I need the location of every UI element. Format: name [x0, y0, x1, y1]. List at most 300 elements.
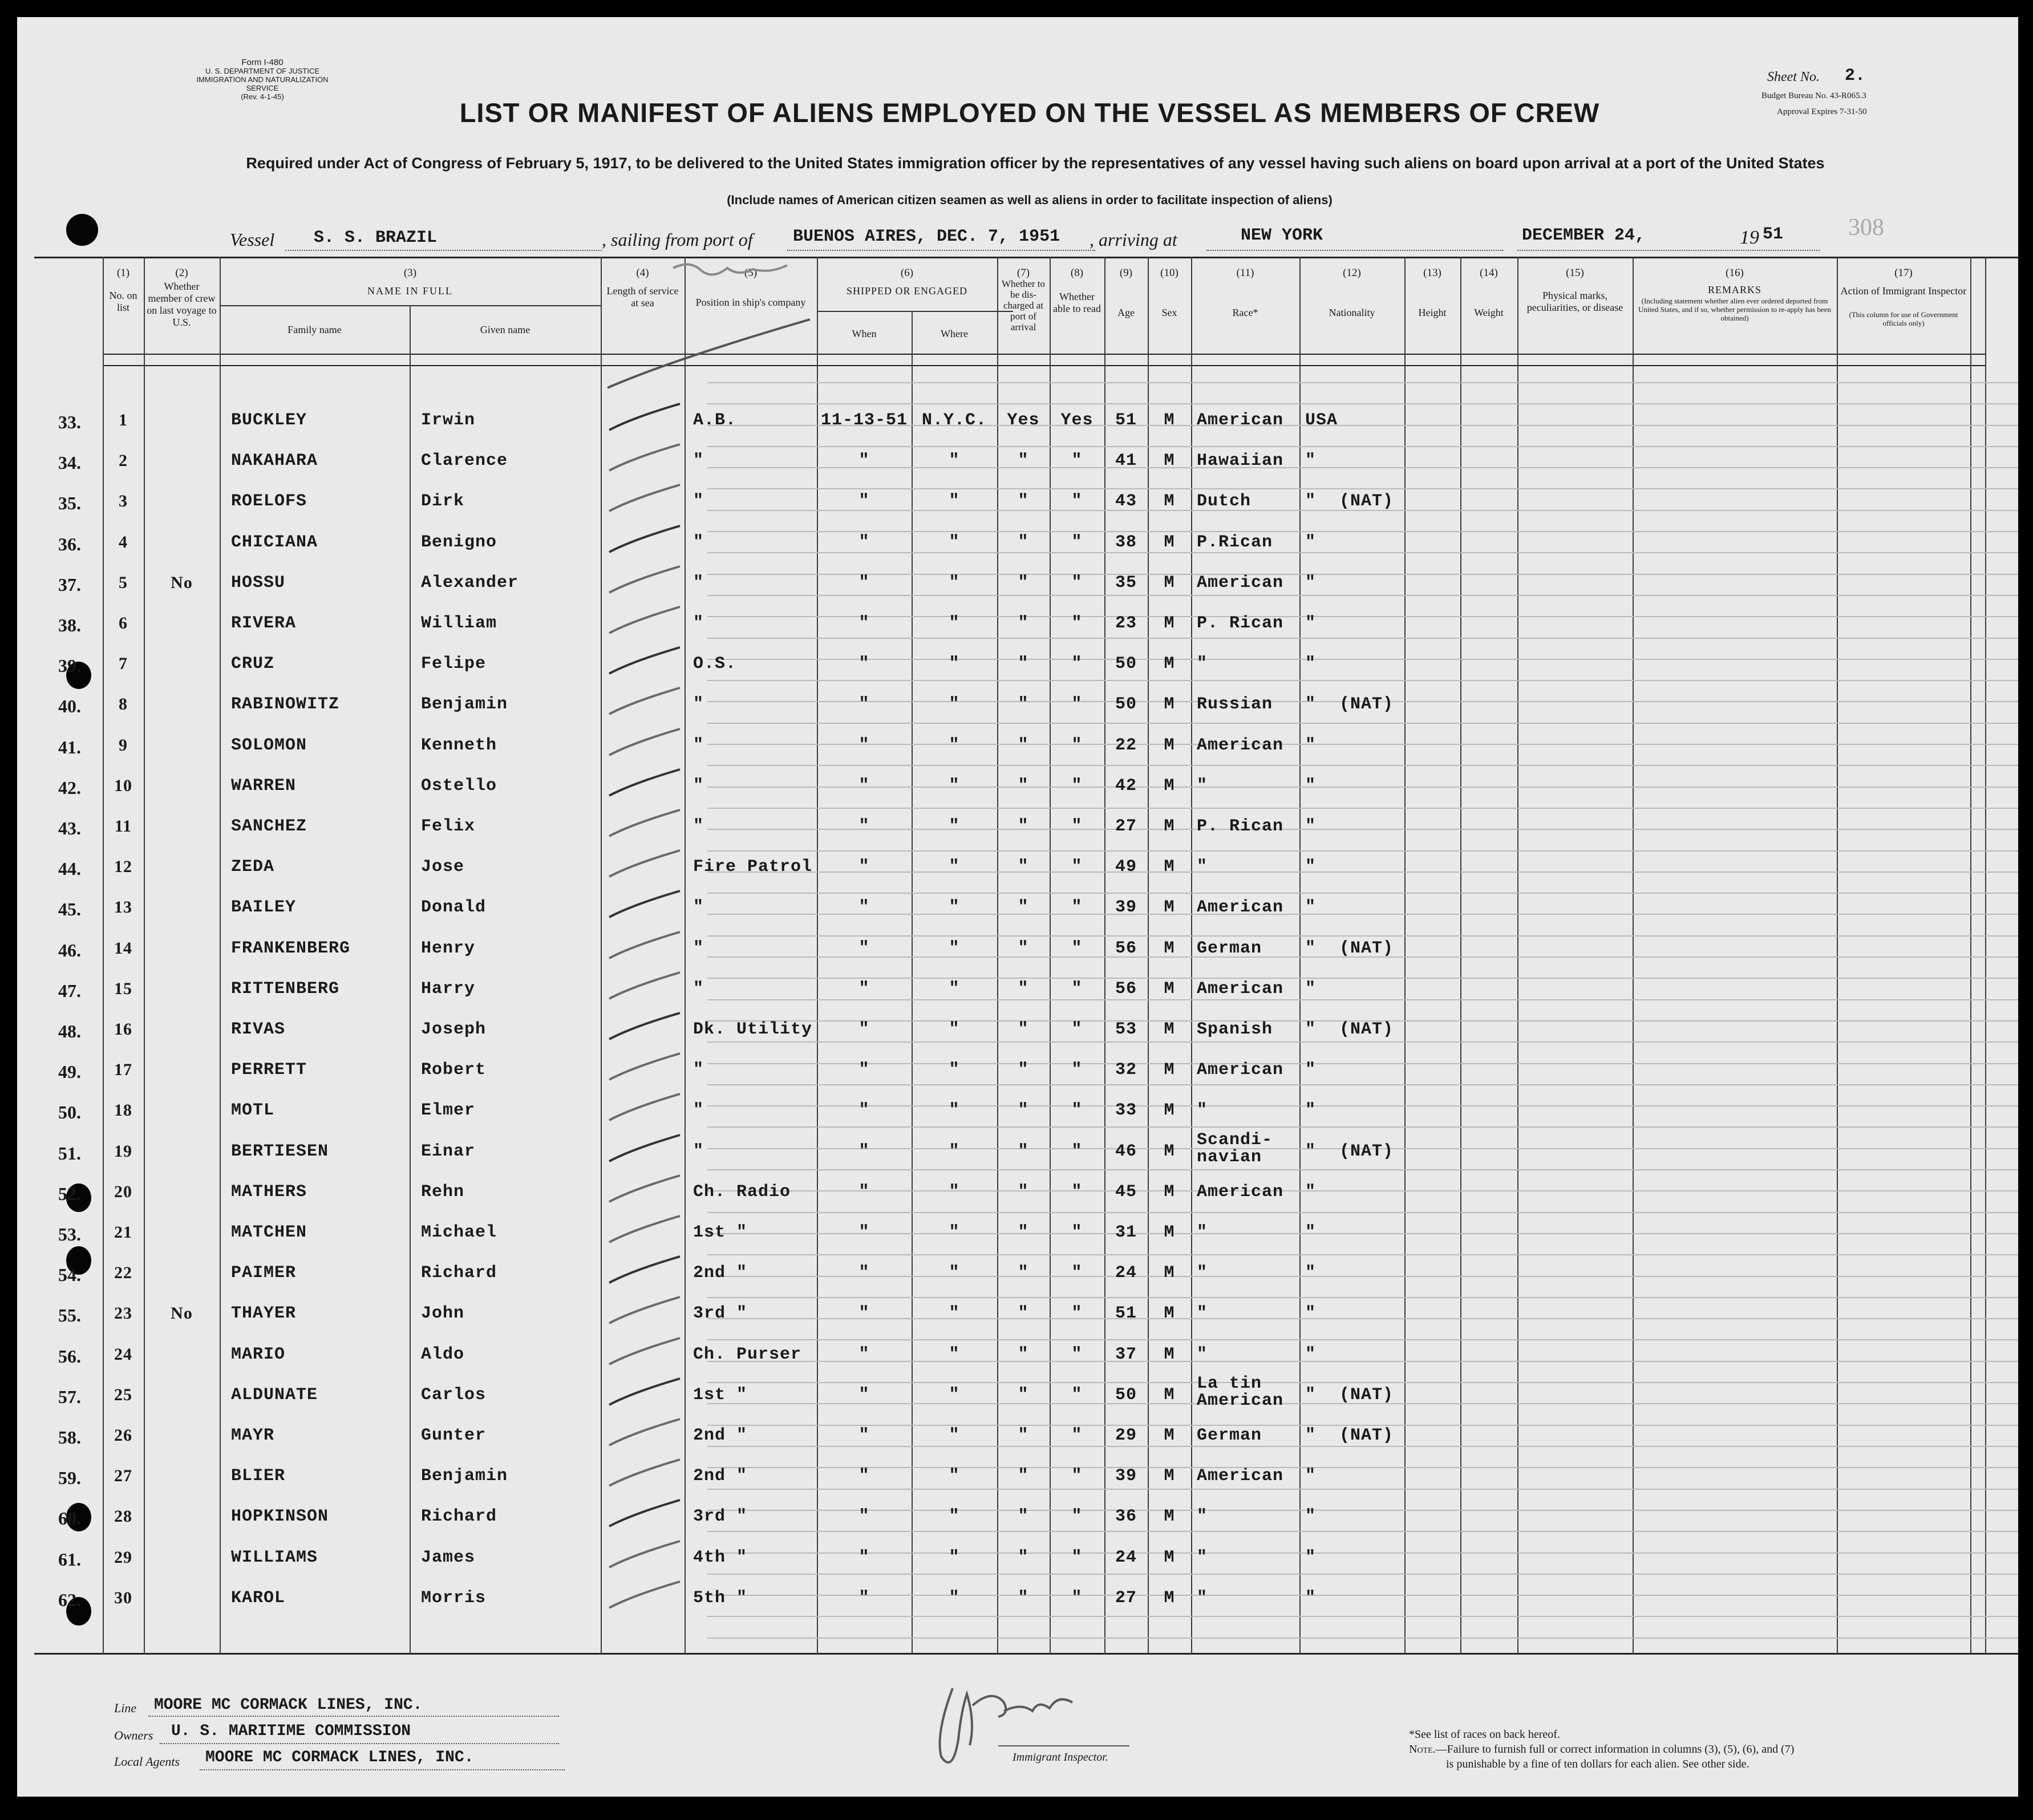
header-no-on-list: No. on list [109, 290, 137, 313]
cell-position: " [693, 736, 704, 755]
cell-discharged: " [1018, 695, 1029, 714]
cell-position: 1st " [693, 1223, 748, 1242]
cell-nationality: " [1305, 776, 1317, 796]
form-header [188, 58, 337, 101]
agents-underline [200, 1769, 565, 1770]
ruling-line [707, 850, 2018, 852]
cell-given-name: Einar [421, 1142, 476, 1161]
col-rule [1970, 257, 1971, 1654]
margin-line-number: 55. [58, 1305, 81, 1326]
ruling-line [707, 1489, 2018, 1490]
col-num-13: (13) [1423, 267, 1441, 279]
ruling-line [707, 1382, 2018, 1383]
header-sex: Sex [1161, 307, 1177, 318]
header-shipped-engaged: SHIPPED OR ENGAGED [846, 285, 967, 297]
cell-no: 20 [114, 1182, 132, 1201]
stamp-number: 308 [1848, 214, 1884, 241]
cell-sex: M [1164, 573, 1175, 593]
cell-no: 14 [114, 939, 132, 958]
sailing-port: BUENOS AIRES, DEC. 7, 1951 [793, 227, 1060, 246]
margin-line-number: 53. [58, 1224, 81, 1245]
cell-discharged: " [1018, 533, 1029, 552]
cell-discharged: " [1018, 1345, 1029, 1364]
margin-line-number: 34. [58, 452, 81, 473]
cell-able-read: " [1071, 1263, 1083, 1283]
cell-position: " [693, 533, 704, 552]
cell-given-name: Dirk [421, 492, 465, 511]
margin-line-number: 48. [58, 1021, 81, 1041]
cell-family-name: BLIER [231, 1466, 286, 1486]
cell-when: " [858, 695, 870, 714]
cell-family-name: FRANKENBERG [231, 939, 351, 958]
cell-discharged: Yes [1007, 411, 1040, 430]
header-bottom-border [103, 354, 1985, 355]
form-service: IMMIGRATION AND NATURALIZATION SERVICE [196, 75, 329, 92]
cell-nationality: " [1305, 817, 1317, 836]
cell-where: " [949, 776, 960, 796]
cell-when: " [858, 654, 870, 674]
cell-race: " [1197, 1507, 1208, 1526]
cell-given-name: Elmer [421, 1101, 476, 1120]
col-num-4: (4) [636, 267, 649, 279]
cell-no: 26 [114, 1426, 132, 1445]
cell-able-read: " [1071, 1101, 1083, 1120]
cell-where: " [949, 614, 960, 633]
cell-race: American [1197, 573, 1284, 593]
line-value: MOORE MC CORMACK LINES, INC. [154, 1696, 423, 1714]
cell-race: Russian [1197, 695, 1273, 714]
check-stroke [605, 929, 685, 963]
cell-race: " [1197, 1101, 1208, 1120]
cell-no: 18 [114, 1101, 132, 1120]
cell-sex: M [1164, 776, 1175, 796]
cell-no: 29 [114, 1548, 132, 1567]
margin-line-number: 37. [58, 574, 81, 595]
cell-sex: M [1164, 1182, 1175, 1202]
check-stroke [605, 1497, 685, 1531]
cell-able-read: " [1071, 1182, 1083, 1202]
check-stroke [605, 1294, 685, 1328]
cell-nationality: " [1305, 533, 1317, 552]
document-note: (Include names of American citizen seamen as well as aliens in order to facilitate inspection of aliens) [727, 193, 1333, 207]
header-given-name: Given name [480, 324, 530, 335]
cell-discharged: " [1018, 1304, 1029, 1323]
check-stroke [605, 847, 685, 881]
col-num-16: (16) [1726, 267, 1744, 279]
margin-line-number: 42. [58, 777, 81, 798]
cell-sex: M [1164, 1548, 1175, 1567]
cell-age: 50 [1115, 695, 1137, 714]
cell-where: " [949, 1182, 960, 1202]
cell-race: La tin American [1197, 1374, 1284, 1410]
cell-sex: M [1164, 1020, 1175, 1039]
cell-no: 5 [119, 573, 128, 592]
check-stroke [605, 1010, 685, 1044]
col-rule [144, 257, 145, 1654]
check-stroke [605, 1050, 685, 1084]
cell-where: " [949, 654, 960, 674]
cell-age: 23 [1115, 614, 1137, 633]
cell-race: " [1197, 654, 1208, 674]
cell-able-read: " [1071, 1466, 1083, 1486]
cell-age: 27 [1115, 817, 1137, 836]
sailing-label: , sailing from port of [602, 229, 753, 250]
shipped-subheader-line [817, 311, 1013, 312]
cell-able-read: Yes [1060, 411, 1094, 430]
cell-sex: M [1164, 614, 1175, 633]
cell-when: " [858, 1223, 870, 1242]
cell-sex: M [1164, 695, 1175, 714]
cell-family-name: BERTIESEN [231, 1142, 329, 1161]
cell-when: " [858, 1182, 870, 1202]
margin-line-number: 60. [58, 1508, 81, 1529]
cell-race: " [1197, 1588, 1208, 1608]
cell-age: 37 [1115, 1345, 1137, 1364]
cell-when: " [858, 898, 870, 917]
ruling-line [707, 1637, 2018, 1639]
cell-nationality: " [1305, 1182, 1317, 1202]
cell-able-read: " [1071, 817, 1083, 836]
cell-no: 9 [119, 736, 128, 755]
vessel-name: S. S. BRAZIL [314, 228, 438, 248]
cell-discharged: " [1018, 654, 1029, 674]
cell-given-name: Felix [421, 817, 476, 836]
margin-line-number: 54. [58, 1264, 81, 1285]
cell-age: 53 [1115, 1020, 1137, 1039]
cell-where: " [949, 1020, 960, 1039]
cell-sex: M [1164, 1304, 1175, 1323]
races-note: *See list of races on back hereof. [1409, 1728, 1560, 1741]
col-num-17: (17) [1894, 267, 1913, 279]
cell-able-read: " [1071, 776, 1083, 796]
check-stroke [605, 644, 685, 678]
margin-line-number: 46. [58, 940, 81, 960]
cell-age: 39 [1115, 1466, 1137, 1486]
cell-where: " [949, 451, 960, 471]
margin-line-number: 35. [58, 493, 81, 513]
cell-race: " [1197, 1263, 1208, 1283]
cell-sex: M [1164, 533, 1175, 552]
cell-race: American [1197, 1182, 1284, 1202]
sheet-number: 2. [1845, 66, 1866, 86]
ruling-line [707, 1616, 2018, 1617]
cell-position: " [693, 776, 704, 796]
cell-family-name: PERRETT [231, 1060, 307, 1080]
check-stroke [605, 1456, 685, 1490]
cell-where: " [949, 1223, 960, 1242]
col-rule [1404, 257, 1406, 1654]
cell-when: " [858, 776, 870, 796]
check-stroke [605, 441, 685, 475]
line-underline [148, 1716, 559, 1717]
header-length-service: Length of service at sea [606, 285, 679, 309]
agents-value: MOORE MC CORMACK LINES, INC. [205, 1749, 474, 1766]
cell-when: " [858, 533, 870, 552]
cell-when: " [858, 1385, 870, 1405]
cell-no: 19 [114, 1142, 132, 1161]
cell-age: 36 [1115, 1507, 1137, 1526]
header-race: Race* [1232, 307, 1258, 318]
cell-position: 3rd " [693, 1507, 748, 1526]
check-stroke [605, 1335, 685, 1369]
col-num-8: (8) [1070, 267, 1084, 279]
cell-position: 4th " [693, 1548, 748, 1567]
cell-race: " [1197, 1345, 1208, 1364]
ruling-line [707, 765, 2018, 766]
cell-age: 29 [1115, 1426, 1137, 1445]
cell-family-name: ALDUNATE [231, 1385, 318, 1405]
cell-family-name: BUCKLEY [231, 411, 307, 430]
vessel-underline [285, 250, 602, 251]
cell-when: " [858, 1345, 870, 1364]
cell-race: American [1197, 1466, 1284, 1486]
cell-age: 35 [1115, 573, 1137, 593]
cell-age: 56 [1115, 979, 1137, 999]
cell-when: " [858, 939, 870, 958]
col-num-3: (3) [403, 267, 417, 279]
check-stroke [605, 481, 685, 516]
cell-discharged: " [1018, 1507, 1029, 1526]
cell-nationality: " [1305, 614, 1317, 633]
cell-race: " [1197, 1304, 1208, 1323]
cell-family-name: BAILEY [231, 898, 297, 917]
document-subtitle: Required under Act of Congress of February 5, 1917, to be delivered to the United States immigration officer by the representatives of any vessel having such aliens on board upon arrival at a port of the United States [246, 155, 1825, 172]
cell-member-last-voyage: No [171, 573, 193, 592]
year-prefix: 19 [1740, 227, 1759, 248]
margin-line-number: 58. [58, 1427, 81, 1448]
cell-given-name: Benigno [421, 533, 497, 552]
cell-able-read: " [1071, 1020, 1083, 1039]
margin-line-number: 62. [58, 1590, 81, 1610]
cell-sex: M [1164, 1385, 1175, 1405]
header-able-read: Whether able to read [1053, 291, 1101, 314]
cell-family-name: MATHERS [231, 1182, 307, 1202]
header-bottom-border-2 [103, 365, 1985, 366]
cell-when: " [858, 1101, 870, 1120]
margin-line-number: 52. [58, 1183, 81, 1204]
cell-race: P. Rican [1197, 614, 1284, 633]
cell-when: " [858, 1263, 870, 1283]
cell-given-name: Robert [421, 1060, 487, 1080]
cell-race: German [1197, 939, 1262, 958]
cell-no: 27 [114, 1466, 132, 1485]
cell-race: Hawaiian [1197, 451, 1284, 471]
margin-line-number: 61. [58, 1549, 81, 1570]
cell-nat: (NAT) [1339, 1385, 1394, 1405]
ruling-line [707, 1574, 2018, 1575]
cell-nat: (NAT) [1339, 1142, 1394, 1161]
header-where: Where [941, 328, 968, 339]
ruling-line [707, 531, 2018, 532]
cell-position: " [693, 1101, 704, 1120]
cell-able-read: " [1071, 1223, 1083, 1242]
cell-where: " [949, 1304, 960, 1323]
approval-expires: Approval Expires 7-31-50 [1777, 107, 1867, 116]
ruling-line [707, 552, 2018, 553]
cell-race: American [1197, 736, 1284, 755]
cell-age: 27 [1115, 1588, 1137, 1608]
cell-sex: M [1164, 1466, 1175, 1486]
form-dept: U. S. DEPARTMENT OF JUSTICE [205, 67, 320, 75]
col-num-9: (9) [1119, 267, 1133, 279]
cell-when: " [858, 492, 870, 511]
cell-position: 2nd " [693, 1263, 748, 1283]
cell-able-read: " [1071, 939, 1083, 958]
margin-line-number: 57. [58, 1387, 81, 1407]
cell-no: 28 [114, 1507, 132, 1526]
header-name-in-full: NAME IN FULL [367, 285, 453, 297]
check-stroke [605, 1375, 685, 1409]
cell-discharged: " [1018, 573, 1029, 593]
cell-discharged: " [1018, 939, 1029, 958]
header-action-sub: (This column for use of Government officials only) [1849, 310, 1958, 327]
cell-able-read: " [1071, 1304, 1083, 1323]
cell-discharged: " [1018, 817, 1029, 836]
cell-when: " [858, 1548, 870, 1567]
cell-position: " [693, 1142, 704, 1161]
check-stroke [605, 766, 685, 800]
cell-nationality: " [1305, 492, 1317, 511]
cell-sex: M [1164, 492, 1175, 511]
cell-nationality: " [1305, 1466, 1317, 1486]
cell-when: " [858, 1466, 870, 1486]
cell-family-name: CRUZ [231, 654, 275, 674]
cell-where: " [949, 979, 960, 999]
ruling-line [707, 935, 2018, 937]
cell-position: 2nd " [693, 1426, 748, 1445]
cell-nationality: " [1305, 1385, 1317, 1405]
cell-when: " [858, 1507, 870, 1526]
cell-sex: M [1164, 939, 1175, 958]
cell-nationality: " [1305, 1263, 1317, 1283]
check-stroke [605, 1132, 685, 1166]
cell-able-read: " [1071, 1345, 1083, 1364]
cell-position: " [693, 451, 704, 471]
cell-able-read: " [1071, 1548, 1083, 1567]
cell-where: " [949, 1426, 960, 1445]
cell-given-name: William [421, 614, 497, 633]
cell-able-read: " [1071, 492, 1083, 511]
cell-age: 50 [1115, 654, 1137, 674]
margin-line-number: 40. [58, 696, 81, 716]
check-stroke [605, 887, 685, 922]
cell-position: " [693, 695, 704, 714]
inspector-label: Immigrant Inspector. [1013, 1751, 1108, 1764]
cell-age: 38 [1115, 533, 1137, 552]
cell-position: Ch. Radio [693, 1182, 791, 1202]
cell-sex: M [1164, 451, 1175, 471]
ruling-line [707, 403, 2018, 404]
cell-age: 39 [1115, 898, 1137, 917]
fine-note-cont: is punishable by a fine of ten dollars for each alien. See other side. [1446, 1758, 1749, 1770]
cell-race: American [1197, 1060, 1284, 1080]
cell-family-name: RIVERA [231, 614, 297, 633]
cell-family-name: WILLIAMS [231, 1548, 318, 1567]
cell-when: " [858, 1142, 870, 1161]
cell-position: 3rd " [693, 1304, 748, 1323]
cell-age: 56 [1115, 939, 1137, 958]
cell-where: " [949, 817, 960, 836]
cell-given-name: Aldo [421, 1345, 465, 1364]
cell-nationality: " [1305, 1020, 1317, 1039]
vessel-label: Vessel [230, 229, 275, 250]
margin-line-number: 39. [58, 655, 81, 676]
cell-where: " [949, 533, 960, 552]
cell-position: " [693, 492, 704, 511]
cell-family-name: CHICIANA [231, 533, 318, 552]
cell-nationality: " [1305, 939, 1317, 958]
cell-no: 10 [114, 776, 132, 795]
cell-able-read: " [1071, 614, 1083, 633]
cell-nationality: " [1305, 736, 1317, 755]
cell-able-read: " [1071, 654, 1083, 674]
cell-given-name: Alexander [421, 573, 519, 593]
cell-position: " [693, 1060, 704, 1080]
ruling-line [707, 1254, 2018, 1255]
ruling-line [707, 1297, 2018, 1298]
cell-age: 31 [1115, 1223, 1137, 1242]
cell-no: 6 [119, 614, 128, 633]
cell-given-name: Richard [421, 1263, 497, 1283]
port-underline [787, 250, 1095, 251]
col-num-1: (1) [116, 267, 130, 279]
cell-able-read: " [1071, 736, 1083, 755]
cell-given-name: Irwin [421, 411, 476, 430]
cell-given-name: Felipe [421, 654, 487, 674]
manifest-sheet [17, 17, 2018, 1797]
margin-line-number: 44. [58, 858, 81, 879]
owners-underline [160, 1743, 559, 1744]
cell-nationality: " [1305, 979, 1317, 999]
cell-sex: M [1164, 654, 1175, 674]
cell-given-name: Harry [421, 979, 476, 999]
cell-sex: M [1164, 1263, 1175, 1283]
cell-able-read: " [1071, 1142, 1083, 1161]
ruling-line [707, 1212, 2018, 1213]
margin-line-number: 45. [58, 899, 81, 919]
col-num-6: (6) [900, 267, 914, 279]
ruling-line [707, 1169, 2018, 1170]
cell-discharged: " [1018, 979, 1029, 999]
cell-no: 16 [114, 1020, 132, 1039]
cell-nationality: " [1305, 695, 1317, 714]
col-rule [685, 257, 686, 1654]
cell-nationality: " [1305, 654, 1317, 674]
cell-when: " [858, 1588, 870, 1608]
cell-family-name: RIVAS [231, 1020, 286, 1039]
cell-when: " [858, 614, 870, 633]
col-rule [1633, 257, 1634, 1654]
cell-position: O.S. [693, 654, 737, 674]
cell-age: 22 [1115, 736, 1137, 755]
cell-position: 1st " [693, 1385, 748, 1405]
cell-position: " [693, 573, 704, 593]
cell-given-name: Joseph [421, 1020, 487, 1039]
header-family-name: Family name [287, 324, 342, 335]
cell-sex: M [1164, 1507, 1175, 1526]
cell-family-name: THAYER [231, 1304, 297, 1323]
check-stroke [605, 1213, 685, 1247]
cell-when: " [858, 979, 870, 999]
cell-discharged: " [1018, 1020, 1029, 1039]
cell-race: " [1197, 1548, 1208, 1567]
cell-family-name: MOTL [231, 1101, 275, 1120]
margin-line-number: 33. [58, 412, 81, 432]
cell-nat: (NAT) [1339, 1426, 1394, 1445]
cell-no: 1 [119, 411, 128, 429]
cell-position: " [693, 898, 704, 917]
cell-given-name: James [421, 1548, 476, 1567]
